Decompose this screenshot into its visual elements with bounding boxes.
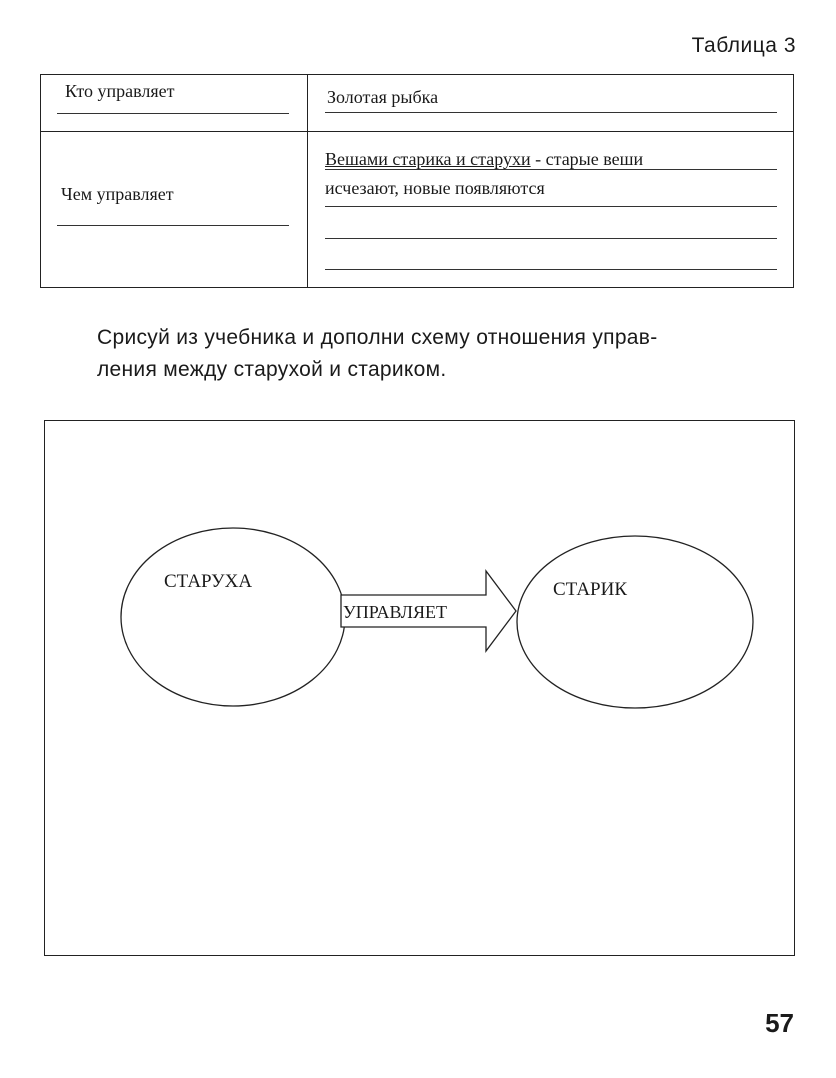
diagram-frame [44,420,795,956]
old-woman-ellipse [121,528,345,706]
page-number: 57 [765,1008,794,1038]
diagram-canvas [45,421,794,955]
table-column-divider [307,75,308,287]
row1-label: Кто управляет [65,81,175,101]
row2-answer-underlined: Вешами старика и старухи [325,149,531,169]
row2-answer-line2: исчезают, новые появляются [325,178,545,198]
table-row-divider [41,131,793,132]
task-line-2: ления между старухой и стариком. [97,358,447,381]
row2-answer-line2-rule [325,206,777,207]
row2-answer-line1-rule [325,169,777,170]
row1-answer-line [325,112,777,113]
row2-label-line [57,225,289,226]
row2-answer-line1 [325,149,643,170]
row1-answer: Золотая рыбка [327,87,439,107]
row1-label-line [57,113,289,114]
table-caption: Таблица 3 [691,34,796,57]
row2-answer-line3-rule [325,238,777,239]
controls-arrow-label: УПРАВЛЯЕТ [343,602,447,622]
old-woman-label: СТАРУХА [164,571,253,592]
old-man-ellipse [517,536,753,708]
task-line-1: Срисуй из учебника и дополни схему отношения управ- [97,326,658,349]
table-3 [40,74,794,288]
row2-answer-line4-rule [325,269,777,270]
row2-label: Чем управляет [61,184,174,204]
row2-answer-continuation: - старые веши [530,149,644,169]
task-instruction [97,322,794,386]
old-man-label: СТАРИК [553,579,628,600]
